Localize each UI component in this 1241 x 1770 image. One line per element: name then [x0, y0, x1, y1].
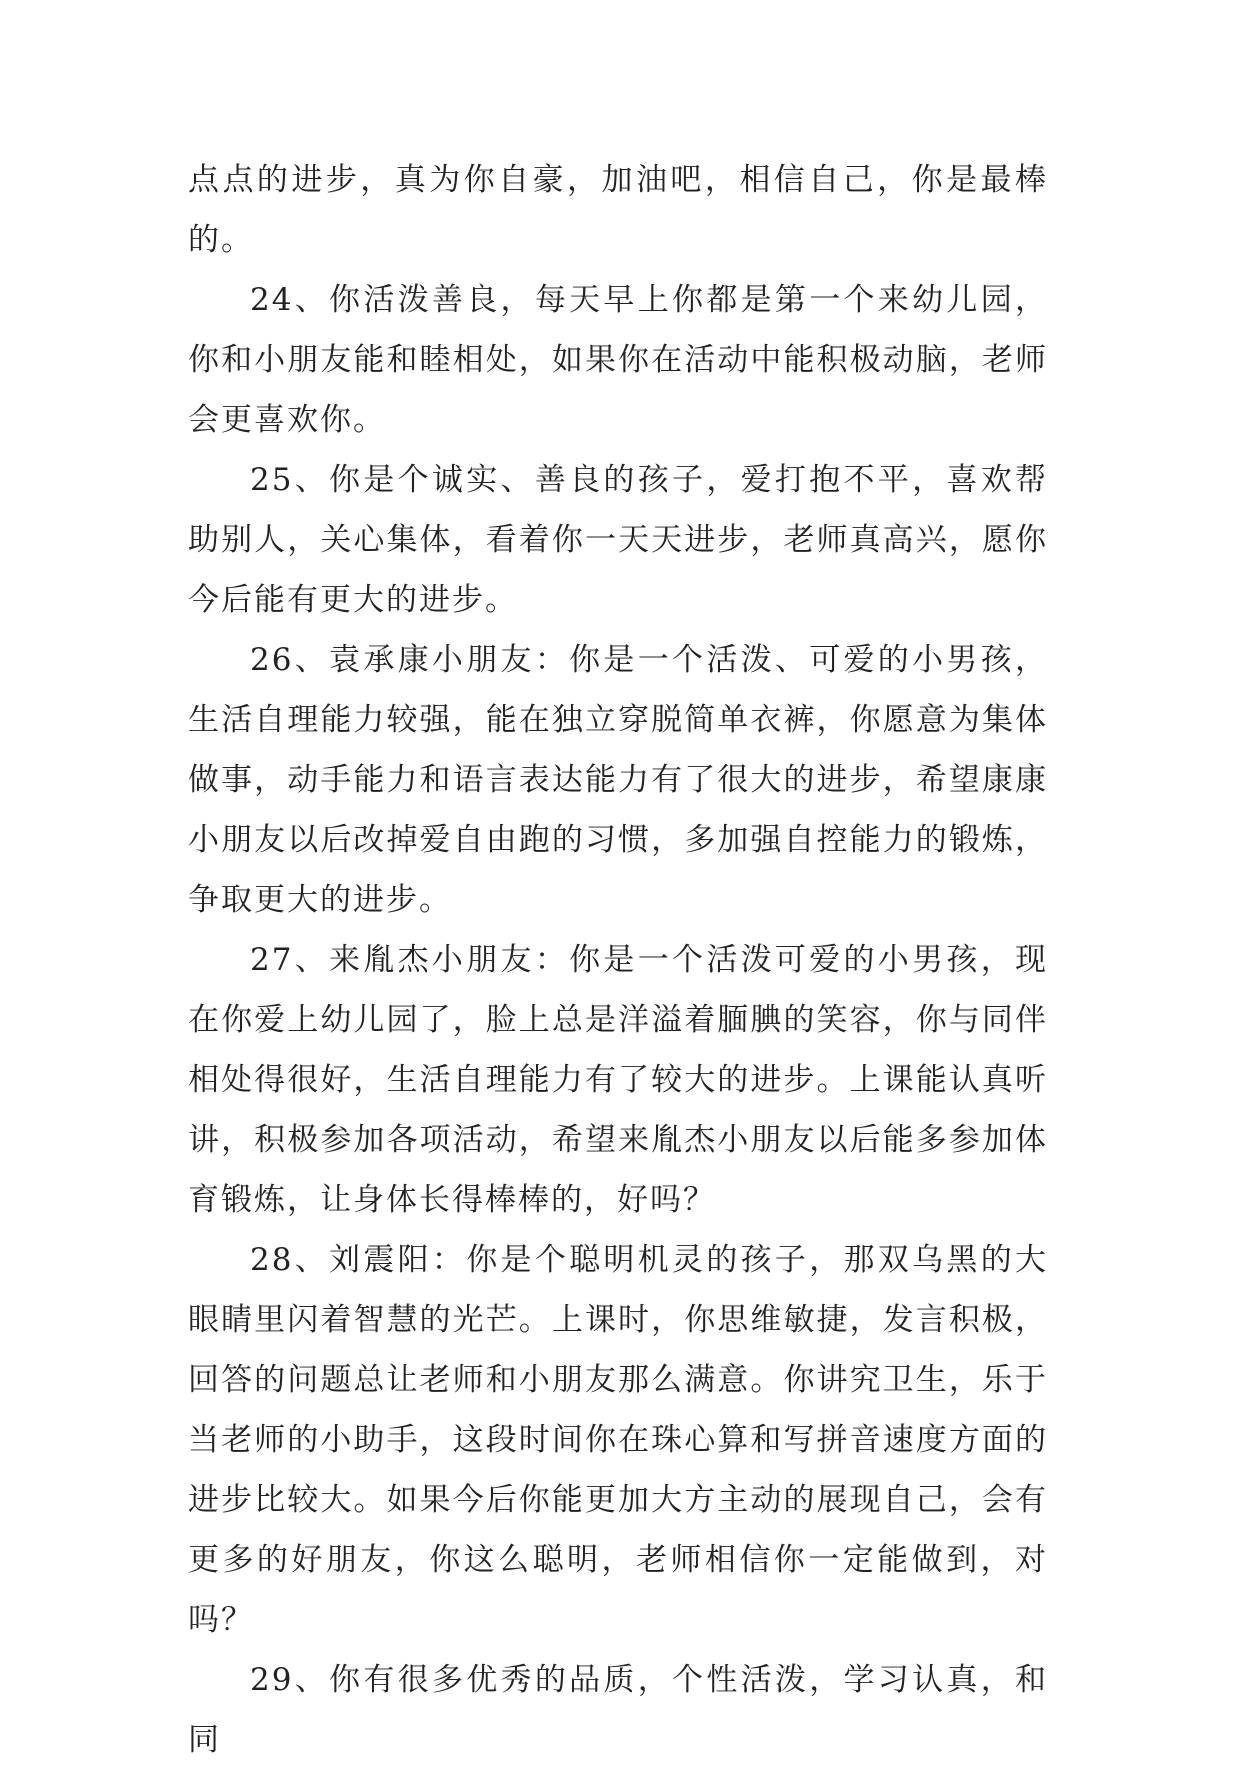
paragraph-26: 26、袁承康小朋友：你是一个活泼、可爱的小男孩，生活自理能力较强，能在独立穿脱简单衣裤，你愿意为集体做事，动手能力和语言表达能力有了很大的进步，希望康康小朋友以后改掉爱自由跑的习惯，多加强自控能力的锻炼，争取更大的进步。 [188, 642, 1048, 918]
paragraph-29: 29、你有很多优秀的品质，个性活泼，学习认真，和同 [188, 1662, 1048, 1758]
paragraph-27: 27、来胤杰小朋友：你是一个活泼可爱的小男孩，现在你爱上幼儿园了，脸上总是洋溢着腼腆的笑容，你与同伴相处得很好，生活自理能力有了较大的进步。上课能认真听讲，积极参加各项活动，希望来胤杰小朋友以后能多参加体育锻炼，让身体长得棒棒的，好吗？ [188, 942, 1048, 1218]
paragraph-25: 25、你是个诚实、善良的孩子，爱打抱不平，喜欢帮助别人，关心集体，看着你一天天进步，老师真高兴，愿你今后能有更大的进步。 [188, 462, 1048, 618]
paragraph-continuation: 点点的进步，真为你自豪，加油吧，相信自己，你是最棒的。 [188, 162, 1048, 258]
paragraph-28: 28、刘震阳：你是个聪明机灵的孩子，那双乌黑的大眼睛里闪着智慧的光芒。上课时，你思维敏捷，发言积极，回答的问题总让老师和小朋友那么满意。你讲究卫生，乐于当老师的小助手，这段时间你在珠心算和写拼音速度方面的进步比较大。如果今后你能更加大方主动的展现自己，会有更多的好朋友，你这么聪明，老师相信你一定能做到，对吗？ [188, 1242, 1048, 1638]
document-body [188, 150, 1048, 1770]
paragraph-24: 24、你活泼善良，每天早上你都是第一个来幼儿园，你和小朋友能和睦相处，如果你在活动中能积极动脑，老师会更喜欢你。 [188, 282, 1048, 438]
